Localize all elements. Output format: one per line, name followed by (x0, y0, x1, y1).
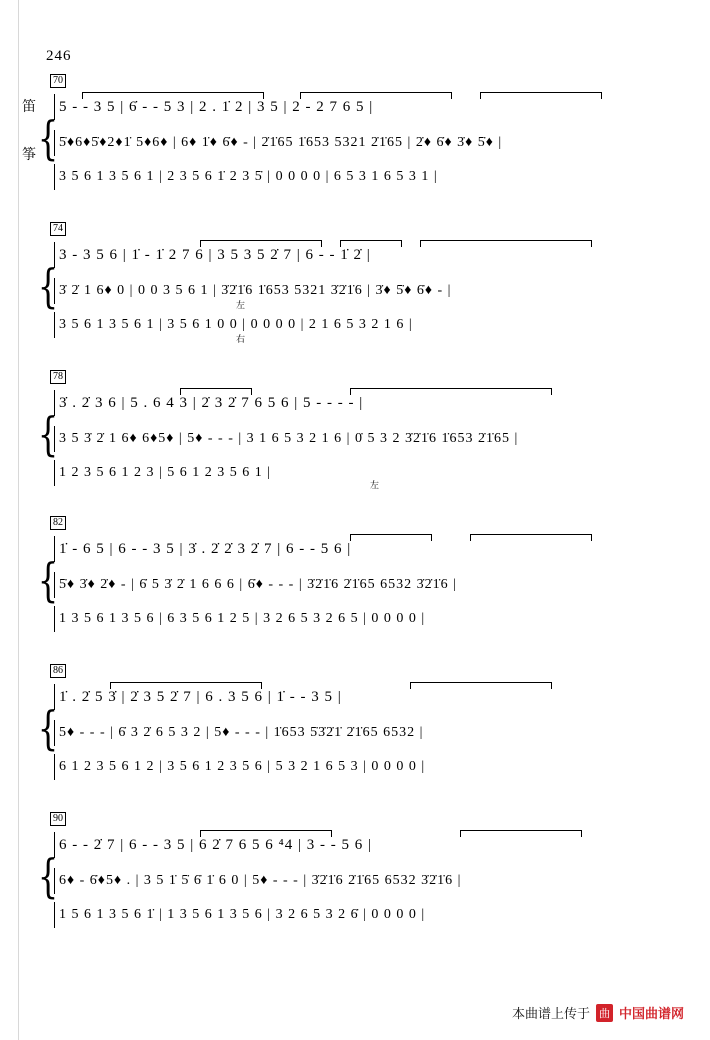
barline (54, 754, 55, 780)
system-78 (37, 371, 682, 490)
staff-brace: { (37, 407, 59, 461)
footer-watermark (512, 1003, 684, 1022)
staff-zheng-lower (50, 750, 682, 784)
notes-dizi-74: 3 - 3 5 6 | 1̇ - 1̇ 2 7 6 | 3 5 3 5 2̇ 7 | 6 - - 1̇ 2̇ | (59, 246, 371, 263)
measure-number: 86 (50, 664, 66, 678)
page-left-rule (18, 0, 19, 1040)
staff-zheng-lower (50, 602, 682, 636)
staff-brace: { (37, 111, 59, 165)
notes-zheng-lower-70: 3 5 6 1 3 5 6 1 | 2 3 5 6 1̇ 2 3 5̇ | 0 0 0 0 | 6 5 3 1 6 5 3 1 | (59, 169, 438, 184)
notes-zheng-lower-86: 6 1 2 3 5 6 1 2 | 3 5 6 1 2 3 5 6 | 5 3 2 1 6 5 3 | 0 0 0 0 | (59, 759, 426, 774)
staff-brace: { (37, 701, 59, 755)
instrument-label-dizi: 笛 (22, 99, 36, 115)
barline (54, 312, 55, 338)
barline (54, 164, 55, 190)
barline (54, 426, 55, 452)
system-90 (37, 813, 682, 932)
staff-brace: { (37, 849, 59, 903)
barline (54, 572, 55, 598)
staff-zheng-upper (22, 126, 682, 163)
barline (54, 130, 55, 156)
staff-zheng-upper (50, 568, 682, 602)
staff-brace: { (37, 259, 59, 313)
barline (54, 720, 55, 746)
instrument-label-zheng: 筝 (22, 147, 36, 163)
notes-zheng-upper-86: 5♦ - - - | 6̇ 3 2̇ 6 5 3 2 | 5♦ - - - | 1̇653 5̇3̇2̇1̇ 2̇1̇65 6532 | (59, 725, 424, 740)
annotation-left: 左 (236, 300, 246, 310)
staff-zheng-upper (50, 274, 682, 308)
notes-dizi-82: 1̇ - 6 5 | 6 - - 3 5 | 3̇ . 2̇ 2̇ 3 2̇ 7 | 6 - - 5 6 | (59, 540, 352, 557)
system-74 (37, 223, 682, 344)
notes-dizi-90: 6 - - 2̇ 7 | 6 - - 3 5 | 6 2̇ 7 6 5 6 ⁴4 | 3 - - 5 6 | (59, 836, 372, 853)
site-logo-icon: 曲 (596, 1004, 613, 1022)
notes-zheng-upper-70: 5̇♦6♦5̇♦2♦1̇ 5♦6♦ | 6♦ 1̇♦ 6̇♦ - | 2̇1̇65 1̇653 5321 2̇1̇65 | 2̇♦ 6̇♦ 3̇♦ 5̇♦ | (59, 135, 503, 150)
notes-zheng-lower-90: 1 5 6 1 3 5 6 1̇ | 1 3 5 6 1 3 5 6 | 3 2 6 5 3 2 6̇ | 0 0 0 0 | (59, 907, 426, 922)
notes-dizi-70: 5 - - 3 5 | 6̇ - - 5 3 | 2 . 1̇ 2 | 3 5 | 2 - 2 7 6 5 | (59, 98, 374, 115)
notes-zheng-upper-90: 6♦ - 6̇♦5♦ . | 3 5 1̇ 5̇ 6̇ 1̇ 6 0 | 5♦ - - - | 3̇2̇1̇6 2̇1̇65 6532 3̇2̇1̇6 | (59, 873, 462, 888)
barline (54, 606, 55, 632)
barline (54, 460, 55, 486)
staff-dizi (50, 532, 682, 566)
notes-zheng-lower-82: 1 3 5 6 1 3 5 6 | 6 3 5 6 1 2 5 | 3 2 6 5 3 2 6 5 | 0 0 0 0 | (59, 611, 426, 626)
measure-number: 70 (50, 74, 66, 88)
site-name[interactable]: 中国曲谱网 (618, 1007, 684, 1022)
page-number: 246 (46, 48, 72, 64)
measure-number: 74 (50, 222, 66, 236)
staff-dizi (22, 90, 682, 124)
staff-dizi (50, 386, 682, 420)
system-70 (22, 75, 682, 194)
staff-zheng-lower (50, 308, 682, 342)
measure-number: 82 (50, 516, 66, 530)
notes-zheng-lower-74: 3 5 6 1 3 5 6 1 | 3 5 6 1 0 0 | 0 0 0 0 | 2 1 6 5 3 2 1 6 | (59, 317, 413, 332)
annotation-right: 右 (236, 334, 246, 344)
staff-dizi (50, 238, 682, 272)
staff-dizi (50, 680, 682, 714)
notes-zheng-lower-78: 1 2 3 5 6 1 2 3 | 5 6 1 2 3 5 6 1 | (59, 465, 272, 480)
system-86 (37, 665, 682, 784)
staff-zheng-lower (50, 456, 682, 490)
staff-brace: { (37, 553, 59, 607)
barline (54, 868, 55, 894)
staff-zheng-lower (50, 160, 682, 194)
notes-dizi-78: 3̇ . 2̇ 3 6 | 5 . 6 4 3 | 2̇ 3 2̇ 7 6 5 6 | 5 - - - - | (59, 394, 364, 411)
staff-dizi (50, 828, 682, 862)
notes-zheng-upper-82: 5̇♦ 3̇♦ 2̇♦ - | 6̇ 5 3̇ 2̇ 1 6 6 6 | 6̇♦ - - - | 3̇2̇1̇6 2̇1̇65 6532 3̇2̇1̇6 | (59, 577, 457, 592)
notes-zheng-upper-78: 3 5 3̇ 2̇ 1 6♦ 6♦5♦ | 5♦ - - - | 3 1 6 5 3 2 1 6 | 0̇ 5 3 2 3̇2̇1̇6 1̇653 2̇1̇65 | (59, 431, 519, 446)
staff-zheng-lower (50, 898, 682, 932)
system-82 (37, 517, 682, 636)
notes-dizi-86: 1̇ . 2̇ 5 3̇ | 2̇ 3 5 2̇ 7 | 6 . 3 5 6 | 1̇ - - 3 5 | (59, 688, 342, 705)
measure-number: 90 (50, 812, 66, 826)
staff-zheng-upper (50, 864, 682, 898)
footer-text: 本曲谱上传于 (511, 1007, 590, 1022)
annotation-left: 左 (370, 480, 380, 490)
barline (54, 902, 55, 928)
notes-zheng-upper-74: 3̇ 2̇ 1 6♦ 0 | 0 0 3 5 6 1 | 3̇2̇1̇6 1̇653 5321 3̇2̇1̇6 | 3̇♦ 5̇♦ 6̇♦ - | (59, 283, 452, 298)
staff-zheng-upper (50, 716, 682, 750)
barline (54, 278, 55, 304)
measure-number: 78 (50, 370, 66, 384)
staff-zheng-upper (50, 422, 682, 456)
